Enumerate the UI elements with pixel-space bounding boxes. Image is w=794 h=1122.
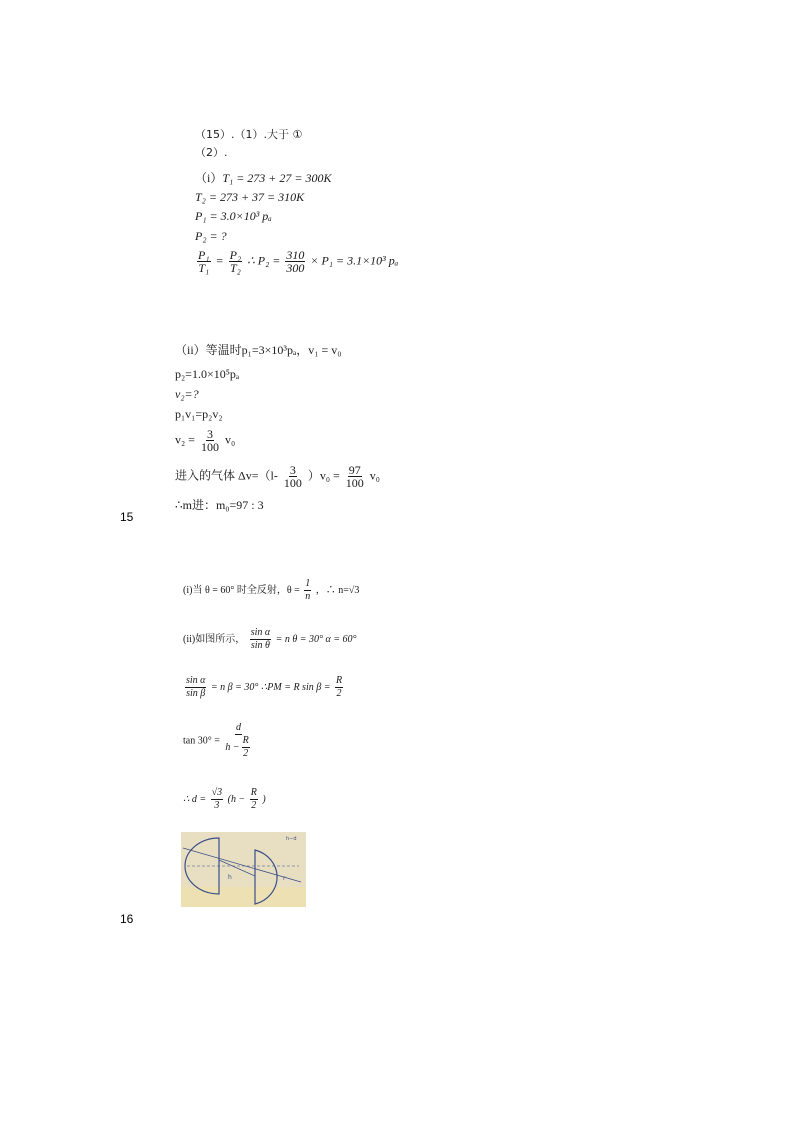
q15-i-equation: $\frac{\text{P₁}}{\text{T₁}}$ = $\frac{\text{P₂}}{\text{T₂}}$ ∴ P₂ = $\frac{310}{300}$ × P₁ = 3.1×10³ pₐ: [198, 248, 399, 275]
frac-num: 1: [305, 578, 311, 589]
frac-num: sin α: [186, 675, 206, 686]
question-number-16: 16: [120, 912, 134, 926]
frac-3-100: [283, 464, 303, 489]
q16-line5: [183, 787, 266, 812]
q15-i-P1: P₁ = 3.0×10³ pₐ: [195, 209, 272, 223]
frac-97-100: [345, 464, 365, 489]
q15-ii-line7: ∴m进：m₀=97 : 3: [175, 498, 264, 512]
q15-i-intro: （i）: [195, 171, 223, 185]
frac-sina-sintheta: [250, 627, 271, 652]
frac-num: √3: [211, 787, 223, 798]
sketch-label-r: r: [283, 875, 286, 882]
text: v₂ =: [175, 432, 195, 447]
q15-ii-line4: p₁v₁=p₂v₂: [175, 407, 223, 421]
frac-sina-sinb: [185, 675, 206, 700]
frac-den: 100: [283, 476, 302, 490]
equation-tail: × P₁ = 3.1×10³ pₐ: [310, 253, 399, 268]
frac-den: 3: [214, 800, 220, 811]
frac-den: sin θ: [250, 640, 270, 651]
text: v₀: [224, 432, 236, 447]
q15-ii-line6: [175, 464, 380, 489]
text: ∴ d =: [183, 793, 207, 805]
frac-num: R: [250, 787, 257, 798]
text: v₀: [369, 468, 380, 483]
text: = n θ = 30° α = 60°: [275, 633, 357, 645]
q15-i-T2: T₂ = 273 + 37 = 310K: [195, 190, 305, 204]
frac-den: 2: [251, 800, 257, 811]
q15-ii-line1: （ii）等温时p₁=3×10³pₐ，v₁ = v₀: [175, 343, 342, 357]
q16-i-line: [183, 578, 359, 603]
frac-sqrt3-3: [211, 787, 224, 812]
q16-line4: [183, 722, 255, 760]
text: h −: [225, 741, 240, 753]
optics-sketch-photo: [181, 832, 306, 907]
frac-den: [224, 735, 252, 760]
frac-num: P₁: [198, 248, 210, 262]
frac-1-n: [304, 578, 311, 603]
frac-r-2: [335, 675, 343, 700]
text: ): [262, 793, 266, 805]
q16-ii-line: [183, 627, 357, 652]
frac-num: R: [242, 735, 249, 746]
text: ，∴ n=√3: [315, 584, 360, 596]
frac-den: T₂: [229, 261, 241, 275]
photo-shading: [181, 887, 306, 907]
sketch-label-h: h: [228, 874, 232, 881]
frac-num: 3: [206, 427, 213, 441]
q15-ii-line2: p₂=1.0×10⁵pₐ: [175, 367, 240, 381]
text: = n β = 30° ∴PM = R sin β =: [210, 681, 331, 693]
therefore-text: ∴ P₂ =: [247, 253, 281, 268]
frac-num: sin α: [250, 627, 271, 638]
q15-i-frac-p2-t2: [229, 249, 243, 274]
frac-den: 2: [336, 688, 342, 699]
text: (h −: [227, 793, 246, 805]
text: (ii)如图所示，: [183, 633, 246, 645]
frac-num: P₂: [229, 248, 242, 262]
text: (i)当 θ = 60° 时全反射，θ =: [183, 584, 300, 596]
q15-i-T1-eq: T₁ = 273 + 27 = 300K: [222, 171, 332, 185]
q15-i-frac-p1-t1: [197, 249, 211, 274]
frac-num: 97: [348, 463, 361, 477]
frac-num: 3: [289, 463, 296, 477]
q15-i-P2: P₂ = ?: [195, 229, 227, 243]
q15-i-frac-310-300: [285, 249, 305, 274]
frac-num: R: [335, 675, 343, 686]
frac-den: n: [305, 591, 311, 602]
frac-num: 310: [286, 248, 305, 262]
text: 进入的气体 Δv=（l-: [175, 468, 278, 483]
q15-part2-label: （2）.: [195, 146, 228, 159]
frac-3-100: [200, 428, 220, 453]
q15-i-T1: [195, 171, 332, 185]
frac-den: sin β: [186, 688, 206, 699]
frac-r-2: [242, 735, 250, 760]
frac-den: 300: [286, 261, 305, 275]
q16-line3: [183, 675, 345, 700]
question-number-15: 15: [120, 510, 134, 524]
q15-answer-header: （15）.（1）.大于 ①: [195, 128, 303, 141]
frac-num: d: [236, 722, 242, 733]
frac-den: T₁: [198, 261, 210, 275]
frac-r-2: [250, 787, 258, 812]
frac-d-over-h-minus-r2: [224, 722, 252, 760]
q15-ii-line5: [175, 428, 235, 453]
sketch-note: h−d: [286, 836, 297, 842]
text: tan 30° =: [183, 735, 220, 747]
frac-den: 100: [200, 440, 219, 454]
text: ）v₀ =: [307, 468, 340, 483]
frac-den: 2: [243, 748, 249, 759]
q15-ii-line3: v₂=?: [175, 387, 199, 401]
frac-den: 100: [345, 476, 364, 490]
